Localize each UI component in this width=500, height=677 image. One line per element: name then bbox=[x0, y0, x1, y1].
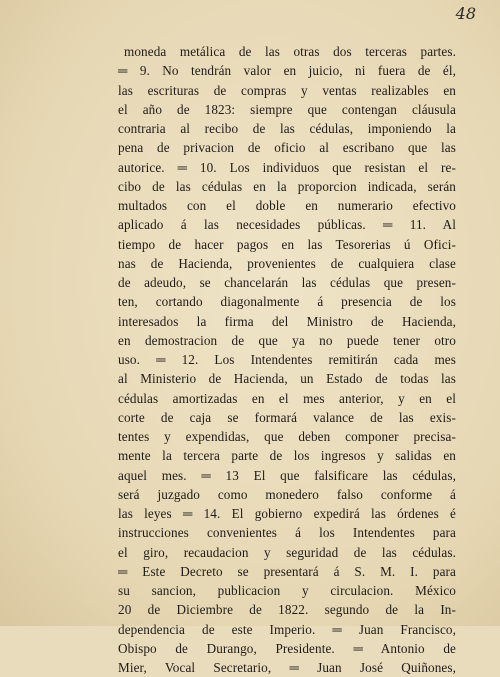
text-line: en demostracion de que ya no puede tener otro bbox=[118, 332, 456, 348]
text-line: ten, cortando diagonalmente á presencia de los bbox=[118, 294, 456, 310]
show-through-text bbox=[2, 28, 102, 328]
text-line: moneda metálica de las otras dos terceras partes. bbox=[124, 44, 456, 59]
text-line: Obispo de Durango, Presidente. ═ Antonio de bbox=[118, 640, 456, 656]
text-line: cibo de las cédulas en la proporcion indicada, serán bbox=[118, 178, 456, 194]
page-number: 48 bbox=[455, 4, 476, 23]
text-line: interesados la firma del Ministro de Hacienda, bbox=[118, 313, 456, 329]
text-line: multados con el doble en numerario efectivo bbox=[118, 198, 456, 213]
text-line: al Ministerio de Hacienda, un Estado de todas las bbox=[118, 371, 456, 387]
text-line: Mier, Vocal Secretario, ═ Juan José Quiñones, bbox=[118, 660, 456, 675]
text-line: su sancion, publicacion y circulacion. México bbox=[118, 583, 456, 598]
text-line: instrucciones convenientes á los Intendentes para bbox=[118, 525, 456, 541]
text-line: cédulas amortizadas en el mes anterior, y en el bbox=[118, 390, 456, 406]
text-line: dependencia de este Imperio. ═ Juan Francisco, bbox=[118, 621, 456, 637]
text-line: corte de caja se formará valance de las exis- bbox=[118, 409, 456, 425]
text-line: contraria al recibo de las cédulas, imponiendo la bbox=[118, 121, 456, 136]
text-line: mente la tercera parte de los ingresos y salidas en bbox=[118, 448, 456, 464]
decree-text-block bbox=[118, 42, 456, 677]
text-line: aquel mes. ═ 13 El que falsificare las cédulas, bbox=[118, 467, 456, 483]
text-line: autorice. ═ 10. Los individuos que resistan el re- bbox=[118, 159, 456, 175]
text-line: uso. ═ 12. Los Intendentes remitirán cada mes bbox=[118, 352, 456, 367]
text-line: el giro, recaudacion y seguridad de las cédulas. bbox=[118, 544, 456, 560]
text-line: será juzgado como monedero falso conforme á bbox=[118, 486, 456, 502]
text-line: nas de Hacienda, provenientes de cualquiera clase bbox=[118, 255, 456, 271]
text-line: las escrituras de compras y ventas realizables en bbox=[118, 82, 456, 98]
text-line: tiempo de hacer pagos en las Tesorerias ú Ofici- bbox=[118, 236, 456, 252]
text-line: tentes y expendidas, que deben componer precisa- bbox=[118, 429, 456, 444]
text-line: de adeudo, se chancelarán las cédulas que presen- bbox=[118, 275, 456, 290]
text-line: ═ 9. No tendrán valor en juicio, ni fuera de él, bbox=[118, 63, 456, 79]
text-line: aplicado á las necesidades públicas. ═ 11. Al bbox=[118, 217, 456, 233]
text-line: ═ Este Decreto se presentará á S. M. I. para bbox=[118, 563, 456, 579]
text-line: 20 de Diciembre de 1822. segundo de la In- bbox=[118, 602, 456, 618]
text-line: pena de privacion de oficio al escribano que las bbox=[118, 140, 456, 156]
text-line: las leyes ═ 14. El gobierno expedirá las órdenes é bbox=[118, 506, 456, 521]
text-line: el año de 1823: siempre que contengan cláusula bbox=[118, 101, 456, 117]
